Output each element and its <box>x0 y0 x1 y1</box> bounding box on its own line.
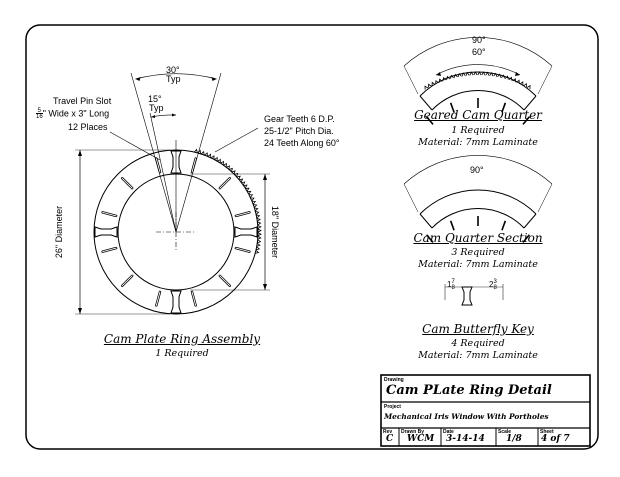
slot-title: Travel Pin Slot <box>53 96 112 106</box>
ring-key <box>95 227 117 237</box>
gear-line-2: 25-1/2" Pitch Dia. <box>264 126 334 136</box>
tb-rev-label: Rev <box>383 429 393 435</box>
tb-scale-label: Scale <box>498 429 512 435</box>
geared-quarter-60: 60° <box>472 47 486 57</box>
tb-date: 3-14-14 <box>446 434 485 444</box>
ring-key <box>235 227 257 237</box>
quarter-section-qty: 3 Required <box>451 247 505 258</box>
butterfly-key-qty: 4 Required <box>451 338 505 349</box>
ring-slot-inner <box>156 292 160 306</box>
tb-drawn: WCM <box>407 434 435 444</box>
quarter-section-90: 90° <box>470 165 484 175</box>
geared-quarter-material: Material: 7mm Laminate <box>418 137 538 148</box>
ring-slot-inner <box>236 248 250 252</box>
ring-gear-teeth <box>194 150 261 254</box>
ring-key-shape <box>235 227 257 237</box>
section-slot <box>502 221 505 230</box>
tb-date-label: Date <box>443 429 454 435</box>
tb-scale: 1/8 <box>506 434 522 444</box>
ring-key <box>171 291 181 313</box>
geared-quarter-qty: 1 Required <box>451 125 505 136</box>
tb-rev: C <box>386 434 394 444</box>
angle-15-typ: Typ <box>149 103 164 113</box>
slot-places: 12 Places <box>68 122 108 132</box>
ring-assembly-qty: 1 Required <box>155 348 209 359</box>
key-dim-a: 17 8 <box>447 279 455 291</box>
gear-line-1: Gear Teeth 6 D.P. <box>264 114 335 124</box>
section-slot <box>451 221 454 230</box>
inner-diameter-label: 18" Diameter <box>270 205 280 259</box>
ring-key-shape <box>171 291 181 313</box>
gear-line-3: 24 Teeth Along 60° <box>264 138 340 148</box>
geared-quarter-90: 90° <box>472 35 486 45</box>
angle-30-label: 30° <box>166 65 180 75</box>
outer-diameter-label: 26" Diameter <box>54 205 64 259</box>
key-dim-b: 23 8 <box>489 279 497 291</box>
ring-slot-inner <box>220 276 230 286</box>
ring-slot-inner <box>236 212 250 216</box>
ring-slot-inner <box>122 178 132 188</box>
tb-drawing-label: Drawing <box>384 377 404 383</box>
geared-quarter-title: Geared Cam Quarter <box>414 108 542 122</box>
tb-project-label: Project <box>384 404 401 410</box>
ring-slot-inner <box>103 248 117 252</box>
angle-30-typ: Typ <box>166 74 181 84</box>
ring-slot-inner <box>103 212 117 216</box>
ring-assembly-title: Cam Plate Ring Assembly <box>103 332 261 346</box>
ring-slot-inner <box>192 292 196 306</box>
tb-drawn-label: Drawn By <box>401 429 425 435</box>
quarter-section-title: Cam Quarter Section <box>413 231 543 245</box>
tb-drawing: Cam PLate Ring Detail <box>386 383 552 398</box>
slot-size: $\frac{5}{16}$" Wide x 3" Long <box>36 108 110 120</box>
butterfly-key-title: Cam Butterfly Key <box>422 322 534 336</box>
tb-sheet: 4 of 7 <box>541 434 570 444</box>
angle-15-label: 15° <box>148 94 162 104</box>
tb-sheet-label: Sheet <box>540 429 554 435</box>
ring-teeth-path <box>194 150 261 254</box>
ring-slot-inner <box>220 178 230 188</box>
quarter-section-material: Material: 7mm Laminate <box>418 259 538 270</box>
ring-key-shape <box>95 227 117 237</box>
ring-slot-inner <box>122 276 132 286</box>
butterfly-key-material: Material: 7mm Laminate <box>418 350 538 361</box>
tb-project: Mechanical Iris Window With Portholes <box>384 412 549 421</box>
